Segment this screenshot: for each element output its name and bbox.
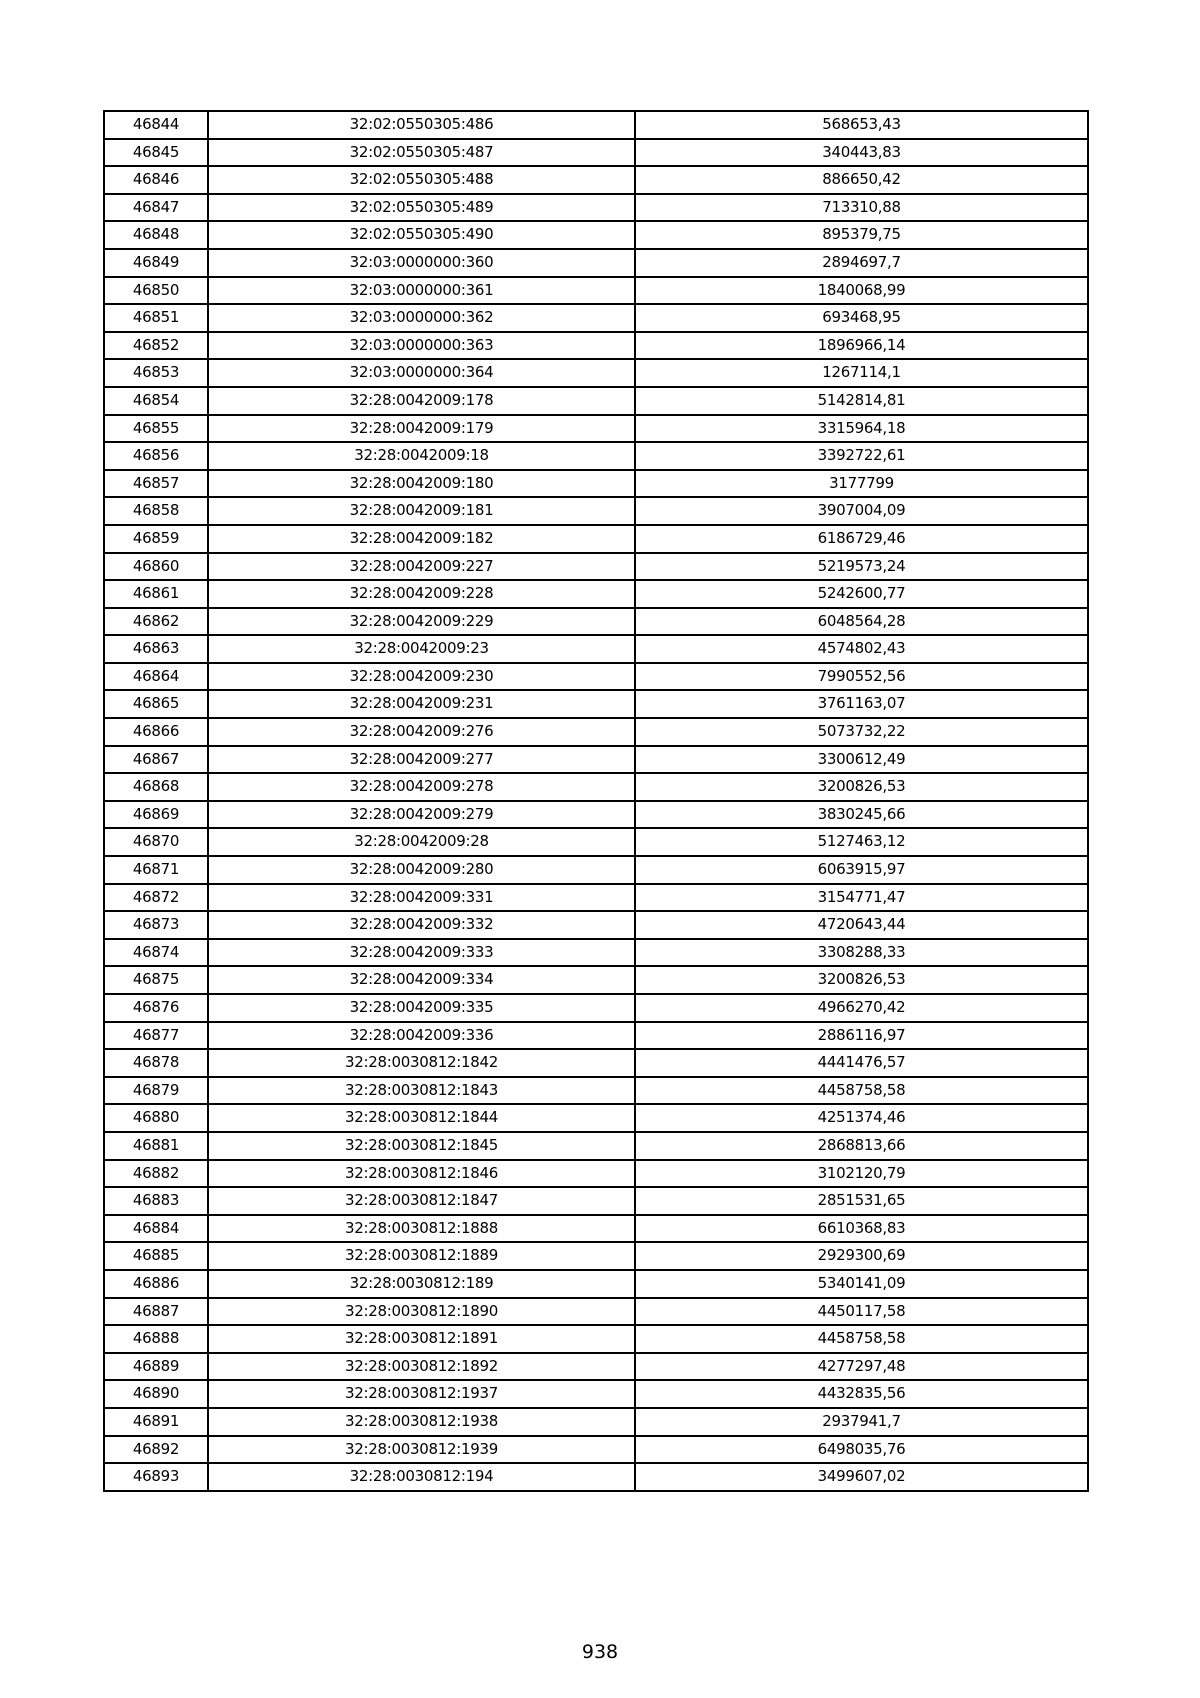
table-row: [104, 746, 1088, 774]
cadastral-number-cell: 32:03:0000000:364: [208, 359, 635, 387]
table-row: [104, 690, 1088, 718]
table-row: [104, 1049, 1088, 1077]
value-cell: 5242600,77: [635, 580, 1088, 608]
table-row: [104, 1270, 1088, 1298]
row-number-cell: 46882: [104, 1160, 208, 1188]
table-row: [104, 994, 1088, 1022]
row-number-cell: 46858: [104, 497, 208, 525]
value-cell: 693468,95: [635, 304, 1088, 332]
cadastral-number-cell: 32:28:0042009:333: [208, 939, 635, 967]
table-row: [104, 139, 1088, 167]
row-number-cell: 46864: [104, 663, 208, 691]
row-number-cell: 46863: [104, 635, 208, 663]
table-row: [104, 939, 1088, 967]
table-row: [104, 801, 1088, 829]
table-row: [104, 856, 1088, 884]
row-number-cell: 46856: [104, 442, 208, 470]
cadastral-number-cell: 32:28:0030812:1844: [208, 1104, 635, 1132]
row-number-cell: 46850: [104, 277, 208, 305]
row-number-cell: 46880: [104, 1104, 208, 1132]
cadastral-number-cell: 32:28:0042009:335: [208, 994, 635, 1022]
cadastral-number-cell: 32:28:0042009:277: [208, 746, 635, 774]
value-cell: 4458758,58: [635, 1077, 1088, 1105]
table-row: [104, 1463, 1088, 1491]
table-row: [104, 304, 1088, 332]
cadastral-number-cell: 32:02:0550305:488: [208, 166, 635, 194]
row-number-cell: 46849: [104, 249, 208, 277]
value-cell: 7990552,56: [635, 663, 1088, 691]
value-cell: 4441476,57: [635, 1049, 1088, 1077]
value-cell: 3499607,02: [635, 1463, 1088, 1491]
row-number-cell: 46887: [104, 1298, 208, 1326]
row-number-cell: 46873: [104, 911, 208, 939]
cadastral-number-cell: 32:28:0042009:227: [208, 553, 635, 581]
row-number-cell: 46877: [104, 1022, 208, 1050]
table-row: [104, 828, 1088, 856]
table-row: [104, 442, 1088, 470]
row-number-cell: 46892: [104, 1436, 208, 1464]
value-cell: 4251374,46: [635, 1104, 1088, 1132]
cadastral-number-cell: 32:02:0550305:486: [208, 111, 635, 139]
cadastral-number-cell: 32:28:0030812:1890: [208, 1298, 635, 1326]
table-row: [104, 911, 1088, 939]
table-row: [104, 277, 1088, 305]
table-row: [104, 884, 1088, 912]
table-row: [104, 1022, 1088, 1050]
row-number-cell: 46885: [104, 1242, 208, 1270]
value-cell: 3392722,61: [635, 442, 1088, 470]
row-number-cell: 46886: [104, 1270, 208, 1298]
table-row: [104, 525, 1088, 553]
table-row: [104, 1132, 1088, 1160]
value-cell: 1267114,1: [635, 359, 1088, 387]
value-cell: 4966270,42: [635, 994, 1088, 1022]
value-cell: 568653,43: [635, 111, 1088, 139]
cadastral-number-cell: 32:28:0030812:1845: [208, 1132, 635, 1160]
value-cell: 340443,83: [635, 139, 1088, 167]
value-cell: 3308288,33: [635, 939, 1088, 967]
value-cell: 3761163,07: [635, 690, 1088, 718]
row-number-cell: 46881: [104, 1132, 208, 1160]
row-number-cell: 46854: [104, 387, 208, 415]
row-number-cell: 46879: [104, 1077, 208, 1105]
value-cell: 3300612,49: [635, 746, 1088, 774]
cadastral-number-cell: 32:28:0042009:178: [208, 387, 635, 415]
cadastral-number-cell: 32:28:0042009:278: [208, 773, 635, 801]
cadastral-number-cell: 32:28:0042009:279: [208, 801, 635, 829]
value-cell: 895379,75: [635, 221, 1088, 249]
row-number-cell: 46844: [104, 111, 208, 139]
value-cell: 6048564,28: [635, 608, 1088, 636]
table-row: [104, 1104, 1088, 1132]
cadastral-number-cell: 32:28:0030812:1888: [208, 1215, 635, 1243]
row-number-cell: 46860: [104, 553, 208, 581]
cadastral-number-cell: 32:02:0550305:489: [208, 194, 635, 222]
row-number-cell: 46867: [104, 746, 208, 774]
value-cell: 4277297,48: [635, 1353, 1088, 1381]
cadastral-number-cell: 32:28:0042009:336: [208, 1022, 635, 1050]
cadastral-number-cell: 32:28:0030812:1938: [208, 1408, 635, 1436]
value-cell: 6063915,97: [635, 856, 1088, 884]
cadastral-number-cell: 32:28:0042009:28: [208, 828, 635, 856]
cadastral-number-cell: 32:03:0000000:363: [208, 332, 635, 360]
cadastral-number-cell: 32:28:0042009:280: [208, 856, 635, 884]
table-row: [104, 1077, 1088, 1105]
row-number-cell: 46878: [104, 1049, 208, 1077]
value-cell: 4450117,58: [635, 1298, 1088, 1326]
row-number-cell: 46846: [104, 166, 208, 194]
row-number-cell: 46857: [104, 470, 208, 498]
cadastral-number-cell: 32:28:0042009:180: [208, 470, 635, 498]
row-number-cell: 46866: [104, 718, 208, 746]
row-number-cell: 46847: [104, 194, 208, 222]
row-number-cell: 46865: [104, 690, 208, 718]
value-cell: 3177799: [635, 470, 1088, 498]
data-table-container: [103, 110, 1087, 1492]
value-cell: 4574802,43: [635, 635, 1088, 663]
value-cell: 3154771,47: [635, 884, 1088, 912]
cadastral-number-cell: 32:28:0042009:23: [208, 635, 635, 663]
cadastral-number-cell: 32:28:0042009:332: [208, 911, 635, 939]
table-row: [104, 359, 1088, 387]
table-row: [104, 166, 1088, 194]
row-number-cell: 46875: [104, 966, 208, 994]
row-number-cell: 46868: [104, 773, 208, 801]
value-cell: 4720643,44: [635, 911, 1088, 939]
value-cell: 6186729,46: [635, 525, 1088, 553]
value-cell: 5340141,09: [635, 1270, 1088, 1298]
cadastral-number-cell: 32:03:0000000:360: [208, 249, 635, 277]
value-cell: 3200826,53: [635, 966, 1088, 994]
table-row: [104, 1380, 1088, 1408]
cadastral-number-cell: 32:28:0042009:182: [208, 525, 635, 553]
table-row: [104, 635, 1088, 663]
table-row: [104, 1436, 1088, 1464]
value-cell: 3200826,53: [635, 773, 1088, 801]
value-cell: 5073732,22: [635, 718, 1088, 746]
cadastral-number-cell: 32:28:0030812:1891: [208, 1325, 635, 1353]
row-number-cell: 46855: [104, 415, 208, 443]
row-number-cell: 46871: [104, 856, 208, 884]
row-number-cell: 46869: [104, 801, 208, 829]
table-row: [104, 1298, 1088, 1326]
value-cell: 2937941,7: [635, 1408, 1088, 1436]
value-cell: 1896966,14: [635, 332, 1088, 360]
cadastral-number-cell: 32:28:0042009:231: [208, 690, 635, 718]
cadastral-number-cell: 32:28:0042009:276: [208, 718, 635, 746]
cadastral-number-cell: 32:03:0000000:362: [208, 304, 635, 332]
cadastral-number-cell: 32:28:0042009:228: [208, 580, 635, 608]
value-cell: 2894697,7: [635, 249, 1088, 277]
cadastral-value-table: [103, 110, 1089, 1492]
row-number-cell: 46853: [104, 359, 208, 387]
table-row: [104, 580, 1088, 608]
cadastral-number-cell: 32:03:0000000:361: [208, 277, 635, 305]
table-row: [104, 718, 1088, 746]
table-row: [104, 1242, 1088, 1270]
value-cell: 2886116,97: [635, 1022, 1088, 1050]
value-cell: 3315964,18: [635, 415, 1088, 443]
row-number-cell: 46872: [104, 884, 208, 912]
cadastral-number-cell: 32:28:0030812:1937: [208, 1380, 635, 1408]
value-cell: 713310,88: [635, 194, 1088, 222]
cadastral-number-cell: 32:28:0042009:18: [208, 442, 635, 470]
value-cell: 886650,42: [635, 166, 1088, 194]
row-number-cell: 46893: [104, 1463, 208, 1491]
value-cell: 6498035,76: [635, 1436, 1088, 1464]
value-cell: 2929300,69: [635, 1242, 1088, 1270]
table-row: [104, 773, 1088, 801]
cadastral-number-cell: 32:28:0030812:1892: [208, 1353, 635, 1381]
row-number-cell: 46848: [104, 221, 208, 249]
table-row: [104, 1408, 1088, 1436]
table-row: [104, 111, 1088, 139]
cadastral-number-cell: 32:28:0042009:334: [208, 966, 635, 994]
table-row: [104, 497, 1088, 525]
row-number-cell: 46876: [104, 994, 208, 1022]
table-row: [104, 553, 1088, 581]
value-cell: 3907004,09: [635, 497, 1088, 525]
row-number-cell: 46891: [104, 1408, 208, 1436]
table-row: [104, 1325, 1088, 1353]
cadastral-number-cell: 32:28:0030812:1843: [208, 1077, 635, 1105]
cadastral-number-cell: 32:28:0030812:1939: [208, 1436, 635, 1464]
cadastral-number-cell: 32:28:0042009:179: [208, 415, 635, 443]
table-row: [104, 415, 1088, 443]
row-number-cell: 46870: [104, 828, 208, 856]
table-row: [104, 1187, 1088, 1215]
page-number: 938: [581, 1641, 619, 1663]
row-number-cell: 46862: [104, 608, 208, 636]
row-number-cell: 46884: [104, 1215, 208, 1243]
table-row: [104, 966, 1088, 994]
value-cell: 3102120,79: [635, 1160, 1088, 1188]
table-row: [104, 1215, 1088, 1243]
value-cell: 5219573,24: [635, 553, 1088, 581]
value-cell: 2851531,65: [635, 1187, 1088, 1215]
table-row: [104, 221, 1088, 249]
value-cell: 5127463,12: [635, 828, 1088, 856]
cadastral-number-cell: 32:28:0030812:1847: [208, 1187, 635, 1215]
cadastral-number-cell: 32:02:0550305:487: [208, 139, 635, 167]
row-number-cell: 46861: [104, 580, 208, 608]
table-row: [104, 608, 1088, 636]
row-number-cell: 46845: [104, 139, 208, 167]
value-cell: 2868813,66: [635, 1132, 1088, 1160]
cadastral-number-cell: 32:02:0550305:490: [208, 221, 635, 249]
row-number-cell: 46890: [104, 1380, 208, 1408]
cadastral-number-cell: 32:28:0030812:1842: [208, 1049, 635, 1077]
value-cell: 3830245,66: [635, 801, 1088, 829]
table-row: [104, 663, 1088, 691]
row-number-cell: 46874: [104, 939, 208, 967]
value-cell: 6610368,83: [635, 1215, 1088, 1243]
table-row: [104, 387, 1088, 415]
row-number-cell: 46852: [104, 332, 208, 360]
cadastral-number-cell: 32:28:0042009:331: [208, 884, 635, 912]
table-row: [104, 1160, 1088, 1188]
cadastral-number-cell: 32:28:0030812:1846: [208, 1160, 635, 1188]
row-number-cell: 46889: [104, 1353, 208, 1381]
cadastral-number-cell: 32:28:0042009:230: [208, 663, 635, 691]
value-cell: 1840068,99: [635, 277, 1088, 305]
table-row: [104, 332, 1088, 360]
row-number-cell: 46851: [104, 304, 208, 332]
table-row: [104, 249, 1088, 277]
row-number-cell: 46888: [104, 1325, 208, 1353]
value-cell: 4458758,58: [635, 1325, 1088, 1353]
cadastral-number-cell: 32:28:0030812:194: [208, 1463, 635, 1491]
cadastral-number-cell: 32:28:0042009:229: [208, 608, 635, 636]
table-row: [104, 470, 1088, 498]
table-row: [104, 194, 1088, 222]
table-body: [104, 111, 1088, 1491]
cadastral-number-cell: 32:28:0042009:181: [208, 497, 635, 525]
value-cell: 5142814,81: [635, 387, 1088, 415]
row-number-cell: 46883: [104, 1187, 208, 1215]
value-cell: 4432835,56: [635, 1380, 1088, 1408]
table-row: [104, 1353, 1088, 1381]
row-number-cell: 46859: [104, 525, 208, 553]
cadastral-number-cell: 32:28:0030812:189: [208, 1270, 635, 1298]
cadastral-number-cell: 32:28:0030812:1889: [208, 1242, 635, 1270]
